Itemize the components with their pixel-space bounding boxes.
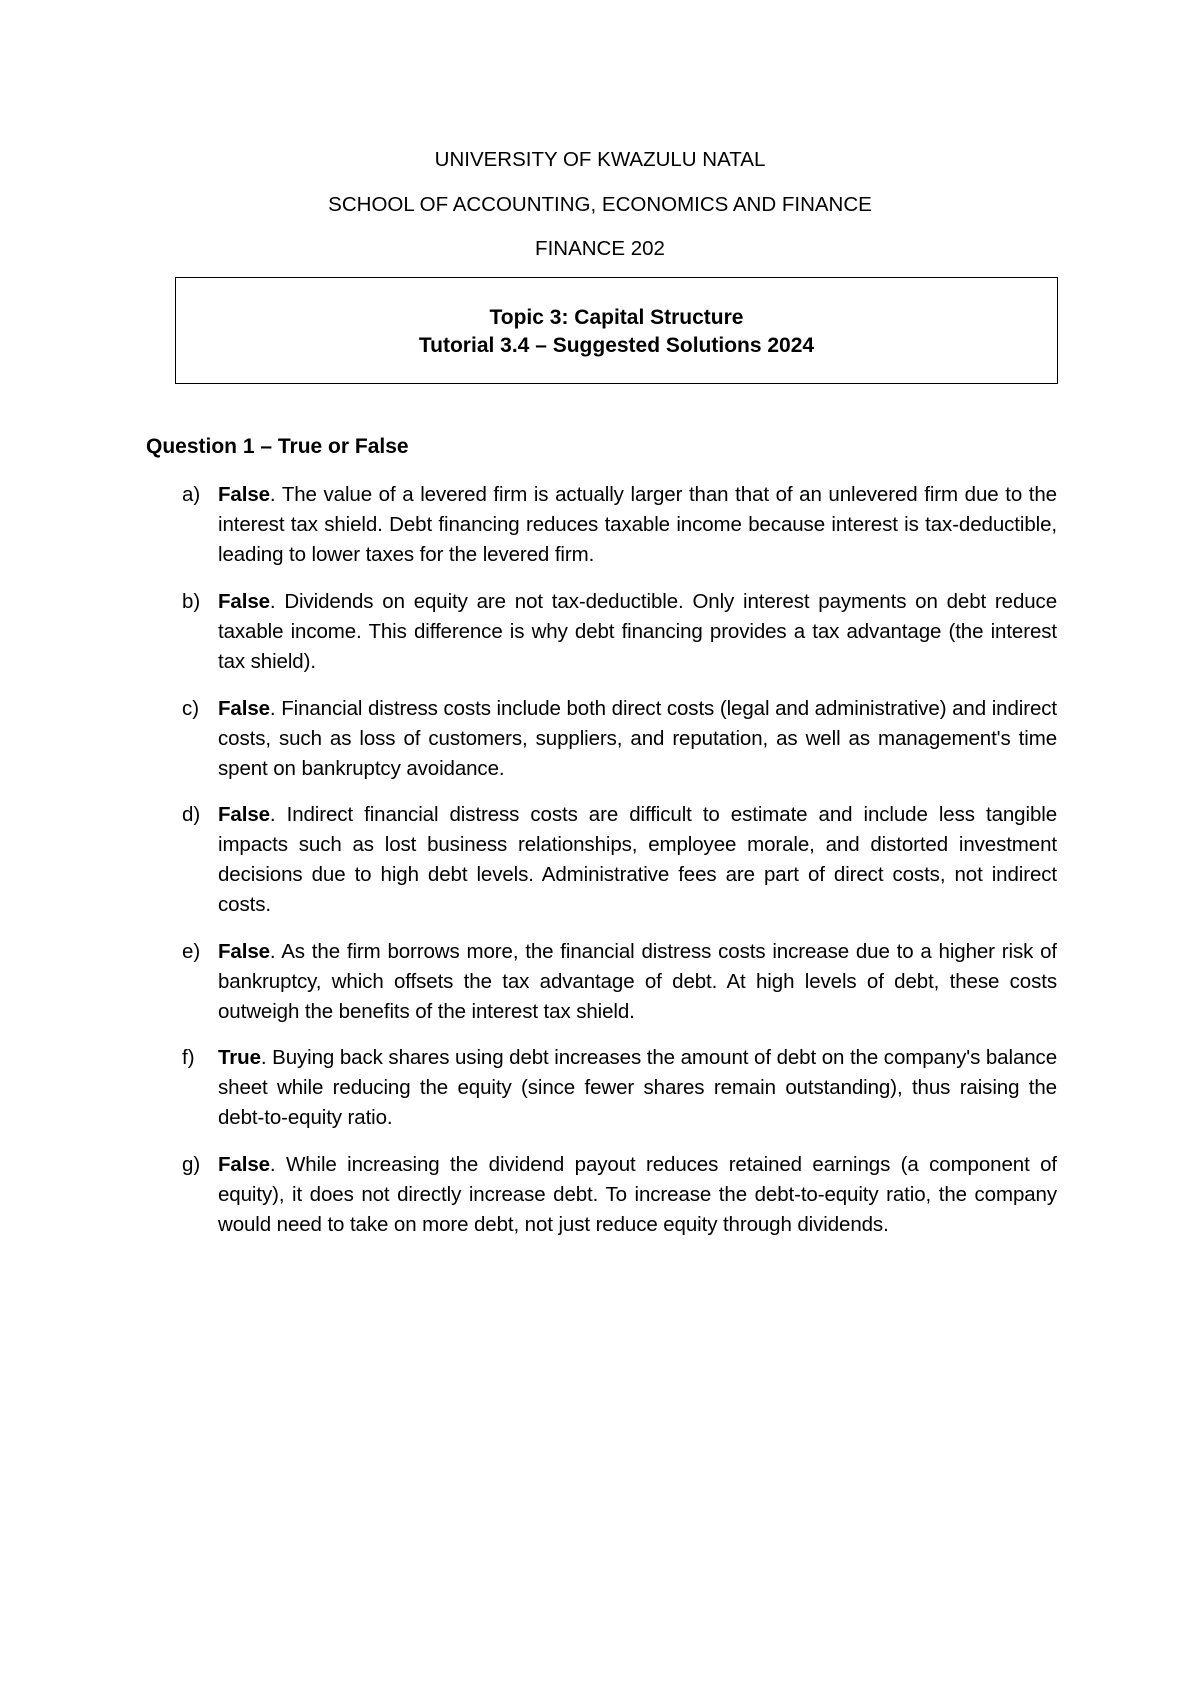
item-explanation: . Financial distress costs include both direct costs (legal and administrative) and indirect costs, such as loss of customers, suppliers, and reputation, as well as management's time spent on bankruptcy avoidance.	[218, 697, 1057, 780]
item-explanation: . While increasing the dividend payout reduces retained earnings (a component of equity), it does not directly increase debt. To increase the debt-to-equity ratio, the company would need to take on more debt, not just reduce equity through dividends.	[218, 1153, 1057, 1236]
question-heading: Question 1 – True or False	[146, 435, 409, 458]
item-verdict: False	[218, 483, 270, 506]
item-body	[218, 1043, 1057, 1133]
item-body	[218, 480, 1057, 570]
item-explanation: . Dividends on equity are not tax-deductible. Only interest payments on debt reduce taxable income. This difference is why debt financing provides a tax advantage (the interest tax shield).	[218, 590, 1057, 673]
school-name: SCHOOL OF ACCOUNTING, ECONOMICS AND FINANCE	[328, 193, 872, 216]
item-letter: e)	[182, 940, 201, 963]
item-verdict: False	[218, 697, 270, 720]
item-verdict: True	[218, 1046, 261, 1069]
item-letter: c)	[182, 697, 200, 720]
topic-title: Topic 3: Capital Structure	[489, 306, 744, 329]
item-body	[218, 800, 1057, 920]
item-body	[218, 937, 1057, 1027]
item-explanation: . Indirect financial distress costs are difficult to estimate and include less tangible impacts such as lost business relationships, employee morale, and distorted investment decisions due to high debt levels. Administrative fees are part of direct costs, not indirect costs.	[218, 803, 1057, 916]
item-letter: g)	[182, 1153, 201, 1176]
item-verdict: False	[218, 940, 270, 963]
item-letter: d)	[182, 803, 201, 826]
item-letter: b)	[182, 590, 201, 613]
item-verdict: False	[218, 803, 270, 826]
item-explanation: . As the firm borrows more, the financial distress costs increase due to a higher risk of bankruptcy, which offsets the tax advantage of debt. At high levels of debt, these costs outweigh the benefits of the interest tax shield.	[218, 940, 1057, 1023]
university-name: UNIVERSITY OF KWAZULU NATAL	[434, 148, 766, 171]
item-body	[218, 587, 1057, 677]
title-box	[175, 277, 1058, 384]
item-explanation: . The value of a levered firm is actually larger than that of an unlevered firm due to the interest tax shield. Debt financing reduces taxable income because interest is tax-deductible, leading to lower taxes for the levered firm.	[218, 483, 1057, 566]
item-explanation: . Buying back shares using debt increases the amount of debt on the company's balance sheet while reducing the equity (since fewer shares remain outstanding), thus raising the debt-to-equity ratio.	[218, 1046, 1057, 1129]
item-verdict: False	[218, 590, 270, 613]
item-letter: f)	[182, 1046, 195, 1069]
course-code: FINANCE 202	[535, 237, 665, 260]
item-body	[218, 1150, 1057, 1240]
item-body	[218, 694, 1057, 784]
tutorial-title: Tutorial 3.4 – Suggested Solutions 2024	[418, 334, 815, 357]
item-letter: a)	[182, 483, 201, 506]
item-verdict: False	[218, 1153, 270, 1176]
